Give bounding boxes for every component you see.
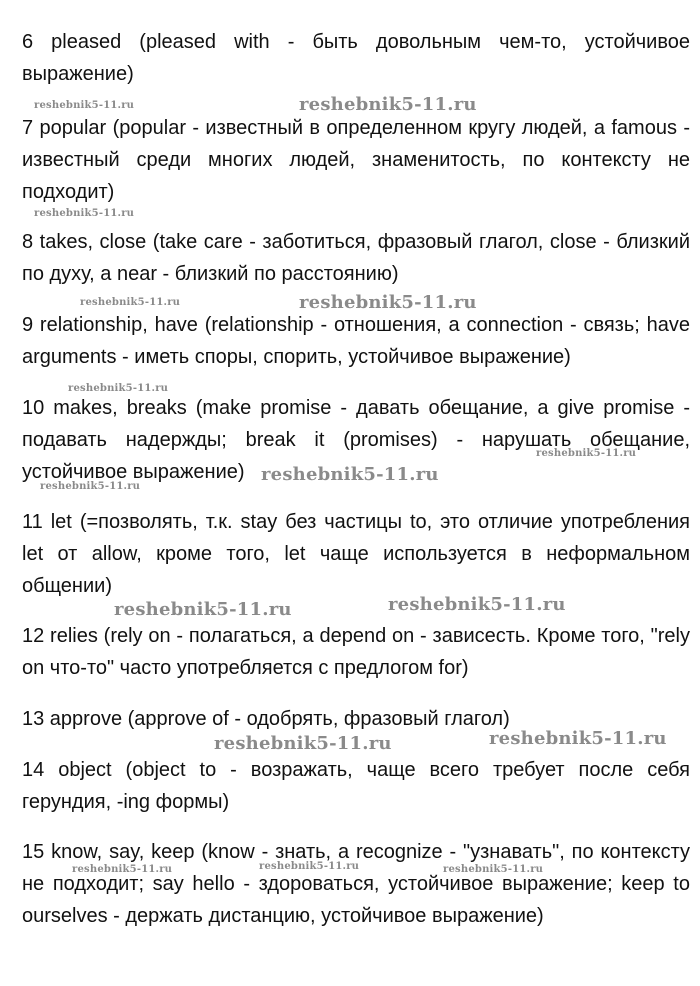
answer-10: 10 makes, breaks (make promise - давать обещание, a give promise - подавать надержды; break it (promises) - нарушать обещание, устойчивое выражение) <box>22 397 690 483</box>
answer-6: 6 pleased (pleased with - быть довольным чем-то, устойчивое выражение) <box>22 31 690 85</box>
watermark: reshebnik5-11.ru <box>261 464 439 485</box>
watermark: reshebnik5-11.ru <box>68 383 169 394</box>
answer-13: 13 approve (approve of - одобрять, фразовый глагол) <box>22 708 510 730</box>
watermark: reshebnik5-11.ru <box>443 864 544 875</box>
watermark: reshebnik5-11.ru <box>299 292 477 313</box>
watermark: reshebnik5-11.ru <box>34 100 135 111</box>
watermark: reshebnik5-11.ru <box>388 594 566 615</box>
answer-12: 12 relies (rely on - полагаться, a depend on - зависесть. Кроме того, "rely on что-то" часто употребляется с предлогом for) <box>22 625 690 679</box>
watermark: reshebnik5-11.ru <box>259 861 360 872</box>
watermark: reshebnik5-11.ru <box>40 481 141 492</box>
answer-7: 7 popular (popular - известный в определенном кругу людей, a famous - известный среди многих людей, знаменитость, по контексту не подходит) <box>22 117 690 203</box>
watermark: reshebnik5-11.ru <box>80 297 181 308</box>
answer-11: 11 let (=позволять, т.к. stay без частицы to, это отличие употребления let от allow, кроме того, let чаще используется в неформальном общении) <box>22 511 690 597</box>
watermark: reshebnik5-11.ru <box>214 733 392 754</box>
watermark: reshebnik5-11.ru <box>72 864 173 875</box>
watermark: reshebnik5-11.ru <box>299 94 477 115</box>
watermark: reshebnik5-11.ru <box>489 728 667 749</box>
watermark: reshebnik5-11.ru <box>536 448 637 459</box>
answer-8: 8 takes, close (take care - заботиться, фразовый глагол, close - близкий по духу, a near - близкий по расстоянию) <box>22 231 690 285</box>
answer-9: 9 relationship, have (relationship - отношения, a connection - связь; have arguments - иметь споры, спорить, устойчивое выражение) <box>22 314 690 368</box>
watermark: reshebnik5-11.ru <box>114 599 292 620</box>
answer-15: 15 know, say, keep (know - знать, a recognize - "узнавать", по контексту не подходит; say hello - здороваться, устойчивое выражение; keep to ourselves - держать дистанцию, устойчивое выражение) <box>22 841 690 927</box>
answer-14: 14 object (object to - возражать, чаще всего требует после себя герундия, -ing формы) <box>22 759 690 813</box>
watermark: reshebnik5-11.ru <box>34 208 135 219</box>
